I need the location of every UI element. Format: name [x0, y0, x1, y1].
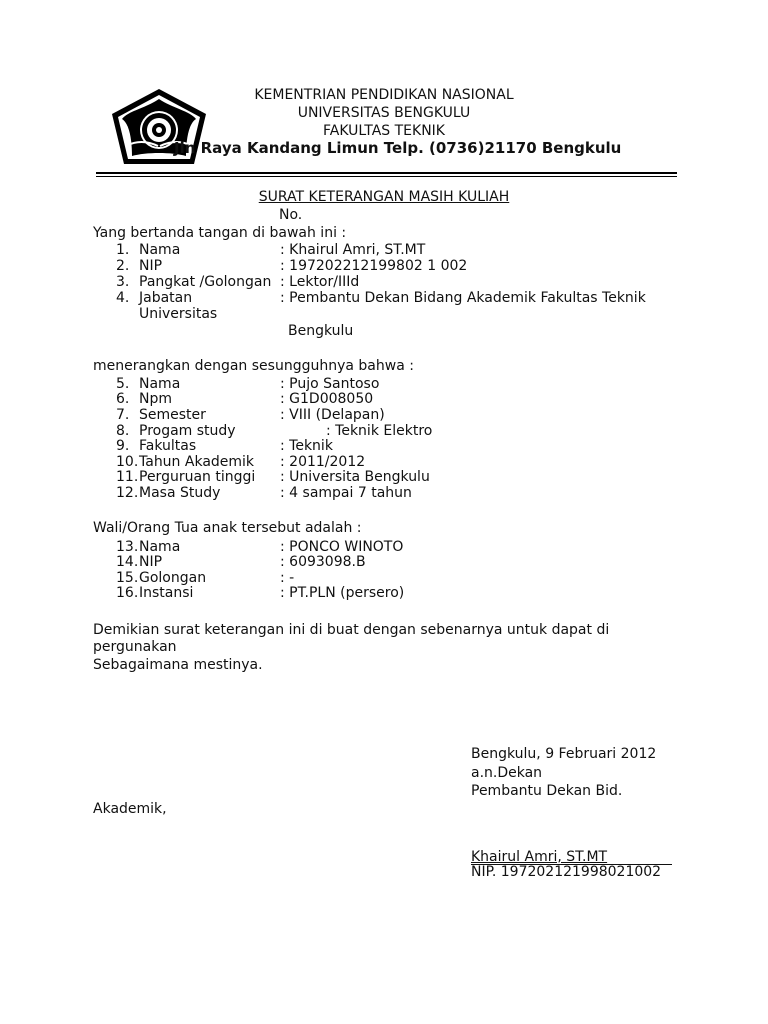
- item-value: : G1D008050: [280, 391, 374, 407]
- item-label: NIP: [139, 258, 163, 274]
- item-label: Perguruan tinggi: [139, 469, 256, 485]
- item-number: 13.: [116, 539, 139, 555]
- item-label: Tahun Akademik: [139, 454, 255, 470]
- item-number: 1.: [116, 242, 130, 258]
- item-label: Instansi: [139, 585, 194, 601]
- item-value: : PT.PLN (persero): [280, 585, 405, 601]
- item-label: Nama: [139, 539, 181, 555]
- item-label: Jabatan: [139, 290, 193, 306]
- intro-text: Yang bertanda tangan di bawah ini :: [93, 225, 347, 241]
- signatory-name-text: Khairul Amri, ST.MT: [471, 849, 608, 865]
- item-value: : Khairul Amri, ST.MT: [280, 242, 426, 258]
- signature-place-date: Bengkulu, 9 Februari 2012: [471, 746, 657, 762]
- guardian-intro: Wali/Orang Tua anak tersebut adalah :: [93, 520, 362, 536]
- item-value: : VIII (Delapan): [280, 407, 385, 423]
- jabatan-continuation: Universitas: [139, 306, 218, 322]
- document-title: SURAT KETERANGAN MASIH KULIAH: [258, 189, 510, 205]
- item-label: Golongan: [139, 570, 207, 586]
- item-value: : Universita Bengkulu: [280, 469, 430, 485]
- item-label: NIP: [139, 554, 163, 570]
- letterhead-rule-thin: [96, 176, 677, 177]
- item-value: : -: [280, 570, 295, 586]
- item-value: : 4 sampai 7 tahun: [280, 485, 412, 501]
- item-value: : 2011/2012: [280, 454, 366, 470]
- item-label: Semester: [139, 407, 206, 423]
- item-value: : PONCO WINOTO: [280, 539, 404, 555]
- jabatan-continuation: Bengkulu: [288, 323, 354, 339]
- faculty-name: FAKULTAS TEKNIK: [322, 123, 445, 139]
- item-number: 14.: [116, 554, 139, 570]
- item-label: Nama: [139, 376, 181, 392]
- signature-role: Pembantu Dekan Bid.: [471, 783, 623, 799]
- closing-text: Demikian surat keterangan ini di buat dengan sebenarnya untuk dapat di: [93, 622, 610, 638]
- document-number-label: No.: [279, 207, 303, 223]
- item-number: 6.: [116, 391, 130, 407]
- ministry-name: KEMENTRIAN PENDIDIKAN NASIONAL: [254, 87, 514, 103]
- item-value: : Pujo Santoso: [280, 376, 380, 392]
- signatory-name: [471, 849, 671, 865]
- item-number: 5.: [116, 376, 130, 392]
- item-number: 4.: [116, 290, 130, 306]
- letterhead-address: Jln Raya Kandang Limun Telp. (0736)21170 Bengkulu: [174, 139, 622, 157]
- closing-text: Sebagaimana mestinya.: [93, 657, 263, 673]
- university-name: UNIVERSITAS BENGKULU: [297, 105, 471, 121]
- signatory-nip: NIP. 197202121998021002: [471, 864, 662, 880]
- item-label: Masa Study: [139, 485, 221, 501]
- item-number: 7.: [116, 407, 130, 423]
- letterhead-rule-thick: [96, 172, 677, 174]
- item-number: 2.: [116, 258, 130, 274]
- item-number: 3.: [116, 274, 130, 290]
- item-value: : Lektor/IIId: [280, 274, 360, 290]
- item-value: : Pembantu Dekan Bidang Akademik Fakultas Teknik: [280, 290, 646, 306]
- item-label: Nama: [139, 242, 181, 258]
- declaration-text: menerangkan dengan sesungguhnya bahwa :: [93, 358, 414, 374]
- item-number: 8.: [116, 423, 130, 439]
- signature-role-continuation: Akademik,: [93, 801, 167, 817]
- item-label: Progam study: [139, 423, 236, 439]
- item-number: 15.: [116, 570, 139, 586]
- item-label: Fakultas: [139, 438, 197, 454]
- item-number: 11.: [116, 469, 139, 485]
- item-number: 16.: [116, 585, 139, 601]
- item-value: : Teknik: [280, 438, 333, 454]
- item-value: : 197202212199802 1 002: [280, 258, 468, 274]
- closing-text: pergunakan: [93, 639, 177, 655]
- item-number: 12.: [116, 485, 139, 501]
- item-value: : 6093098.B: [280, 554, 366, 570]
- item-value: : Teknik Elektro: [326, 423, 433, 439]
- item-label: Npm: [139, 391, 172, 407]
- item-number: 9.: [116, 438, 130, 454]
- item-number: 10.: [116, 454, 139, 470]
- item-label: Pangkat /Golongan: [139, 274, 272, 290]
- signature-on-behalf: a.n.Dekan: [471, 765, 543, 781]
